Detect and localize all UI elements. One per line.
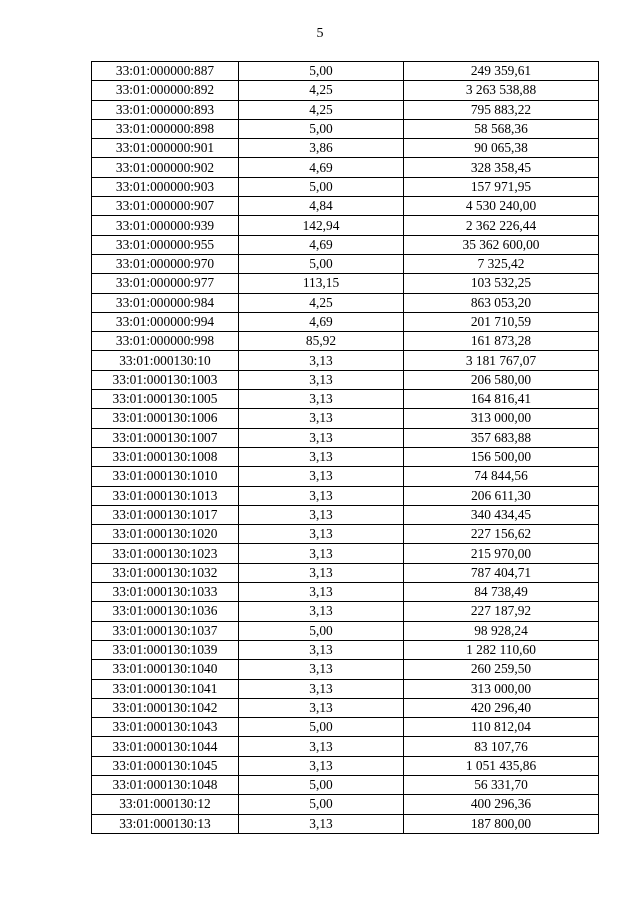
rate-cell: 113,15 — [239, 274, 404, 293]
cadastral-number-cell: 33:01:000130:1003 — [92, 370, 239, 389]
rate-cell: 4,25 — [239, 293, 404, 312]
value-cell: 787 404,71 — [404, 563, 599, 582]
cadastral-number-cell: 33:01:000130:1042 — [92, 698, 239, 717]
value-cell: 201 710,59 — [404, 312, 599, 331]
value-cell: 340 434,45 — [404, 505, 599, 524]
rate-cell: 4,69 — [239, 235, 404, 254]
rate-cell: 3,13 — [239, 370, 404, 389]
table-row — [92, 274, 599, 293]
table-row — [92, 216, 599, 235]
cadastral-number-cell: 33:01:000000:901 — [92, 139, 239, 158]
cadastral-number-cell: 33:01:000130:1045 — [92, 756, 239, 775]
value-cell: 156 500,00 — [404, 447, 599, 466]
value-cell: 206 580,00 — [404, 370, 599, 389]
rate-cell: 3,13 — [239, 447, 404, 466]
rate-cell: 4,84 — [239, 197, 404, 216]
cadastral-number-cell: 33:01:000130:1041 — [92, 679, 239, 698]
cadastre-table — [91, 61, 599, 834]
cadastral-number-cell: 33:01:000130:1008 — [92, 447, 239, 466]
table-row — [92, 62, 599, 81]
table-row — [92, 505, 599, 524]
value-cell: 863 053,20 — [404, 293, 599, 312]
value-cell: 90 065,38 — [404, 139, 599, 158]
value-cell: 58 568,36 — [404, 119, 599, 138]
rate-cell: 3,13 — [239, 525, 404, 544]
value-cell: 3 263 538,88 — [404, 81, 599, 100]
value-cell: 313 000,00 — [404, 679, 599, 698]
value-cell: 400 296,36 — [404, 795, 599, 814]
table-row — [92, 756, 599, 775]
rate-cell: 4,25 — [239, 100, 404, 119]
value-cell: 83 107,76 — [404, 737, 599, 756]
cadastral-number-cell: 33:01:000000:994 — [92, 312, 239, 331]
cadastral-number-cell: 33:01:000000:984 — [92, 293, 239, 312]
table-row — [92, 332, 599, 351]
value-cell: 35 362 600,00 — [404, 235, 599, 254]
value-cell: 328 358,45 — [404, 158, 599, 177]
table-row — [92, 293, 599, 312]
rate-cell: 3,13 — [239, 640, 404, 659]
table-row — [92, 428, 599, 447]
table-row — [92, 544, 599, 563]
value-cell: 4 530 240,00 — [404, 197, 599, 216]
value-cell: 2 362 226,44 — [404, 216, 599, 235]
rate-cell: 5,00 — [239, 177, 404, 196]
table-row — [92, 640, 599, 659]
rate-cell: 3,13 — [239, 486, 404, 505]
value-cell: 98 928,24 — [404, 621, 599, 640]
cadastral-number-cell: 33:01:000130:1017 — [92, 505, 239, 524]
table-row — [92, 660, 599, 679]
table-row — [92, 351, 599, 370]
cadastral-number-cell: 33:01:000130:1005 — [92, 390, 239, 409]
table-row — [92, 795, 599, 814]
cadastral-number-cell: 33:01:000130:1048 — [92, 775, 239, 794]
rate-cell: 4,69 — [239, 312, 404, 331]
cadastral-number-cell: 33:01:000130:1037 — [92, 621, 239, 640]
cadastral-number-cell: 33:01:000130:1044 — [92, 737, 239, 756]
table-row — [92, 698, 599, 717]
cadastral-number-cell: 33:01:000000:893 — [92, 100, 239, 119]
table-row — [92, 390, 599, 409]
cadastral-number-cell: 33:01:000000:887 — [92, 62, 239, 81]
cadastral-number-cell: 33:01:000000:902 — [92, 158, 239, 177]
rate-cell: 5,00 — [239, 254, 404, 273]
cadastral-number-cell: 33:01:000000:892 — [92, 81, 239, 100]
table-row — [92, 679, 599, 698]
table-row — [92, 467, 599, 486]
cadastral-number-cell: 33:01:000130:1043 — [92, 718, 239, 737]
table-body — [92, 62, 599, 834]
cadastral-number-cell: 33:01:000130:1020 — [92, 525, 239, 544]
cadastral-number-cell: 33:01:000130:1023 — [92, 544, 239, 563]
value-cell: 420 296,40 — [404, 698, 599, 717]
table-row — [92, 158, 599, 177]
value-cell: 157 971,95 — [404, 177, 599, 196]
rate-cell: 3,13 — [239, 467, 404, 486]
table-row — [92, 370, 599, 389]
value-cell: 187 800,00 — [404, 814, 599, 833]
cadastral-number-cell: 33:01:000000:977 — [92, 274, 239, 293]
cadastral-number-cell: 33:01:000130:13 — [92, 814, 239, 833]
rate-cell: 3,13 — [239, 428, 404, 447]
rate-cell: 3,13 — [239, 814, 404, 833]
rate-cell: 5,00 — [239, 775, 404, 794]
cadastral-number-cell: 33:01:000130:1032 — [92, 563, 239, 582]
cadastral-number-cell: 33:01:000000:903 — [92, 177, 239, 196]
rate-cell: 3,13 — [239, 583, 404, 602]
cadastral-number-cell: 33:01:000130:1013 — [92, 486, 239, 505]
value-cell: 1 051 435,86 — [404, 756, 599, 775]
cadastral-number-cell: 33:01:000130:1007 — [92, 428, 239, 447]
cadastral-number-cell: 33:01:000000:907 — [92, 197, 239, 216]
table-row — [92, 775, 599, 794]
value-cell: 1 282 110,60 — [404, 640, 599, 659]
value-cell: 7 325,42 — [404, 254, 599, 273]
rate-cell: 142,94 — [239, 216, 404, 235]
rate-cell: 3,13 — [239, 390, 404, 409]
value-cell: 74 844,56 — [404, 467, 599, 486]
cadastral-number-cell: 33:01:000000:998 — [92, 332, 239, 351]
value-cell: 313 000,00 — [404, 409, 599, 428]
rate-cell: 3,13 — [239, 698, 404, 717]
value-cell: 249 359,61 — [404, 62, 599, 81]
rate-cell: 5,00 — [239, 62, 404, 81]
cadastral-number-cell: 33:01:000130:12 — [92, 795, 239, 814]
rate-cell: 3,13 — [239, 737, 404, 756]
value-cell: 164 816,41 — [404, 390, 599, 409]
value-cell: 795 883,22 — [404, 100, 599, 119]
table-row — [92, 486, 599, 505]
value-cell: 161 873,28 — [404, 332, 599, 351]
table-row — [92, 81, 599, 100]
table-row — [92, 177, 599, 196]
cadastral-number-cell: 33:01:000130:1040 — [92, 660, 239, 679]
rate-cell: 5,00 — [239, 621, 404, 640]
cadastral-number-cell: 33:01:000130:1006 — [92, 409, 239, 428]
rate-cell: 3,13 — [239, 505, 404, 524]
cadastral-number-cell: 33:01:000130:1036 — [92, 602, 239, 621]
table-row — [92, 525, 599, 544]
rate-cell: 3,13 — [239, 544, 404, 563]
value-cell: 227 187,92 — [404, 602, 599, 621]
rate-cell: 3,13 — [239, 351, 404, 370]
rate-cell: 4,25 — [239, 81, 404, 100]
value-cell: 260 259,50 — [404, 660, 599, 679]
table-row — [92, 737, 599, 756]
rate-cell: 5,00 — [239, 795, 404, 814]
table-row — [92, 621, 599, 640]
cadastral-number-cell: 33:01:000000:939 — [92, 216, 239, 235]
table-row — [92, 563, 599, 582]
table-row — [92, 139, 599, 158]
table-row — [92, 814, 599, 833]
table-row — [92, 235, 599, 254]
cadastral-number-cell: 33:01:000000:955 — [92, 235, 239, 254]
value-cell: 84 738,49 — [404, 583, 599, 602]
page-number: 5 — [316, 26, 324, 41]
table-row — [92, 447, 599, 466]
rate-cell: 3,13 — [239, 679, 404, 698]
value-cell: 110 812,04 — [404, 718, 599, 737]
table-row — [92, 583, 599, 602]
cadastral-number-cell: 33:01:000130:1033 — [92, 583, 239, 602]
table-row — [92, 119, 599, 138]
table-row — [92, 409, 599, 428]
cadastral-number-cell: 33:01:000130:1010 — [92, 467, 239, 486]
cadastral-number-cell: 33:01:000000:970 — [92, 254, 239, 273]
value-cell: 357 683,88 — [404, 428, 599, 447]
rate-cell: 3,13 — [239, 563, 404, 582]
rate-cell: 3,86 — [239, 139, 404, 158]
rate-cell: 5,00 — [239, 718, 404, 737]
value-cell: 56 331,70 — [404, 775, 599, 794]
value-cell: 227 156,62 — [404, 525, 599, 544]
rate-cell: 3,13 — [239, 660, 404, 679]
value-cell: 215 970,00 — [404, 544, 599, 563]
rate-cell: 3,13 — [239, 602, 404, 621]
value-cell: 3 181 767,07 — [404, 351, 599, 370]
table-row — [92, 197, 599, 216]
rate-cell: 3,13 — [239, 756, 404, 775]
cadastral-number-cell: 33:01:000130:1039 — [92, 640, 239, 659]
rate-cell: 3,13 — [239, 409, 404, 428]
table-row — [92, 254, 599, 273]
rate-cell: 85,92 — [239, 332, 404, 351]
table-row — [92, 100, 599, 119]
value-cell: 103 532,25 — [404, 274, 599, 293]
rate-cell: 4,69 — [239, 158, 404, 177]
table-row — [92, 602, 599, 621]
cadastral-number-cell: 33:01:000130:10 — [92, 351, 239, 370]
cadastral-number-cell: 33:01:000000:898 — [92, 119, 239, 138]
rate-cell: 5,00 — [239, 119, 404, 138]
value-cell: 206 611,30 — [404, 486, 599, 505]
table-row — [92, 718, 599, 737]
table-row — [92, 312, 599, 331]
